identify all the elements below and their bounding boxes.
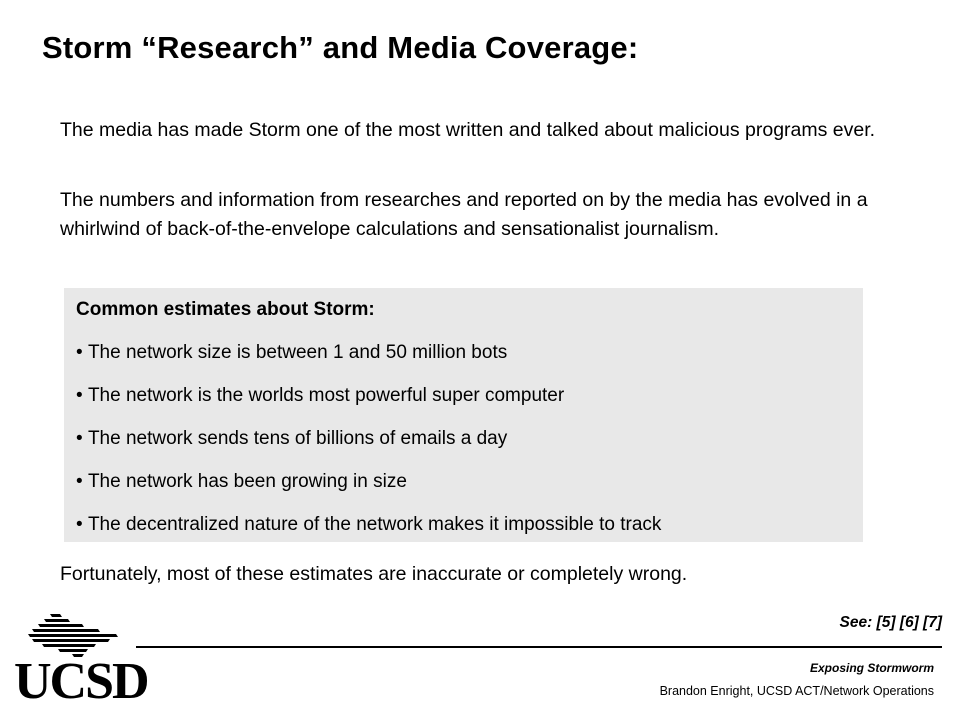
estimates-box — [64, 288, 863, 542]
presentation-title: Exposing Stormworm — [809, 661, 934, 675]
footer-divider — [136, 646, 942, 648]
slide-title: Storm “Research” and Media Coverage: — [42, 30, 639, 65]
conclusion-paragraph: Fortunately, most of these estimates are inaccurate or completely wrong. — [60, 563, 688, 585]
estimate-item: • The network size is between 1 and 50 million bots — [76, 339, 851, 367]
estimate-item: • The network is the worlds most powerful super computer — [76, 382, 851, 410]
references-note: See: [5] [6] [7] — [839, 614, 942, 631]
intro-paragraph: The media has made Storm one of the most written and talked about malicious programs ever. — [60, 119, 876, 141]
ucsd-logo-text: UCSD — [14, 653, 148, 710]
numbers-paragraph: The numbers and information from researches and reported on by the media has evolved in a whirlwind of back-of-the-envelope calculations and sensationalist journalism. — [60, 189, 868, 240]
ucsd-logo — [12, 612, 148, 710]
presentation-author: Brandon Enright, UCSD ACT/Network Operations — [659, 684, 934, 698]
estimates-list — [76, 339, 851, 539]
estimate-item: • The network has been growing in size — [76, 468, 851, 496]
estimate-item: • The decentralized nature of the network makes it impossible to track — [76, 511, 851, 539]
estimate-item: • The network sends tens of billions of emails a day — [76, 425, 851, 453]
estimates-heading: Common estimates about Storm: — [76, 299, 375, 320]
